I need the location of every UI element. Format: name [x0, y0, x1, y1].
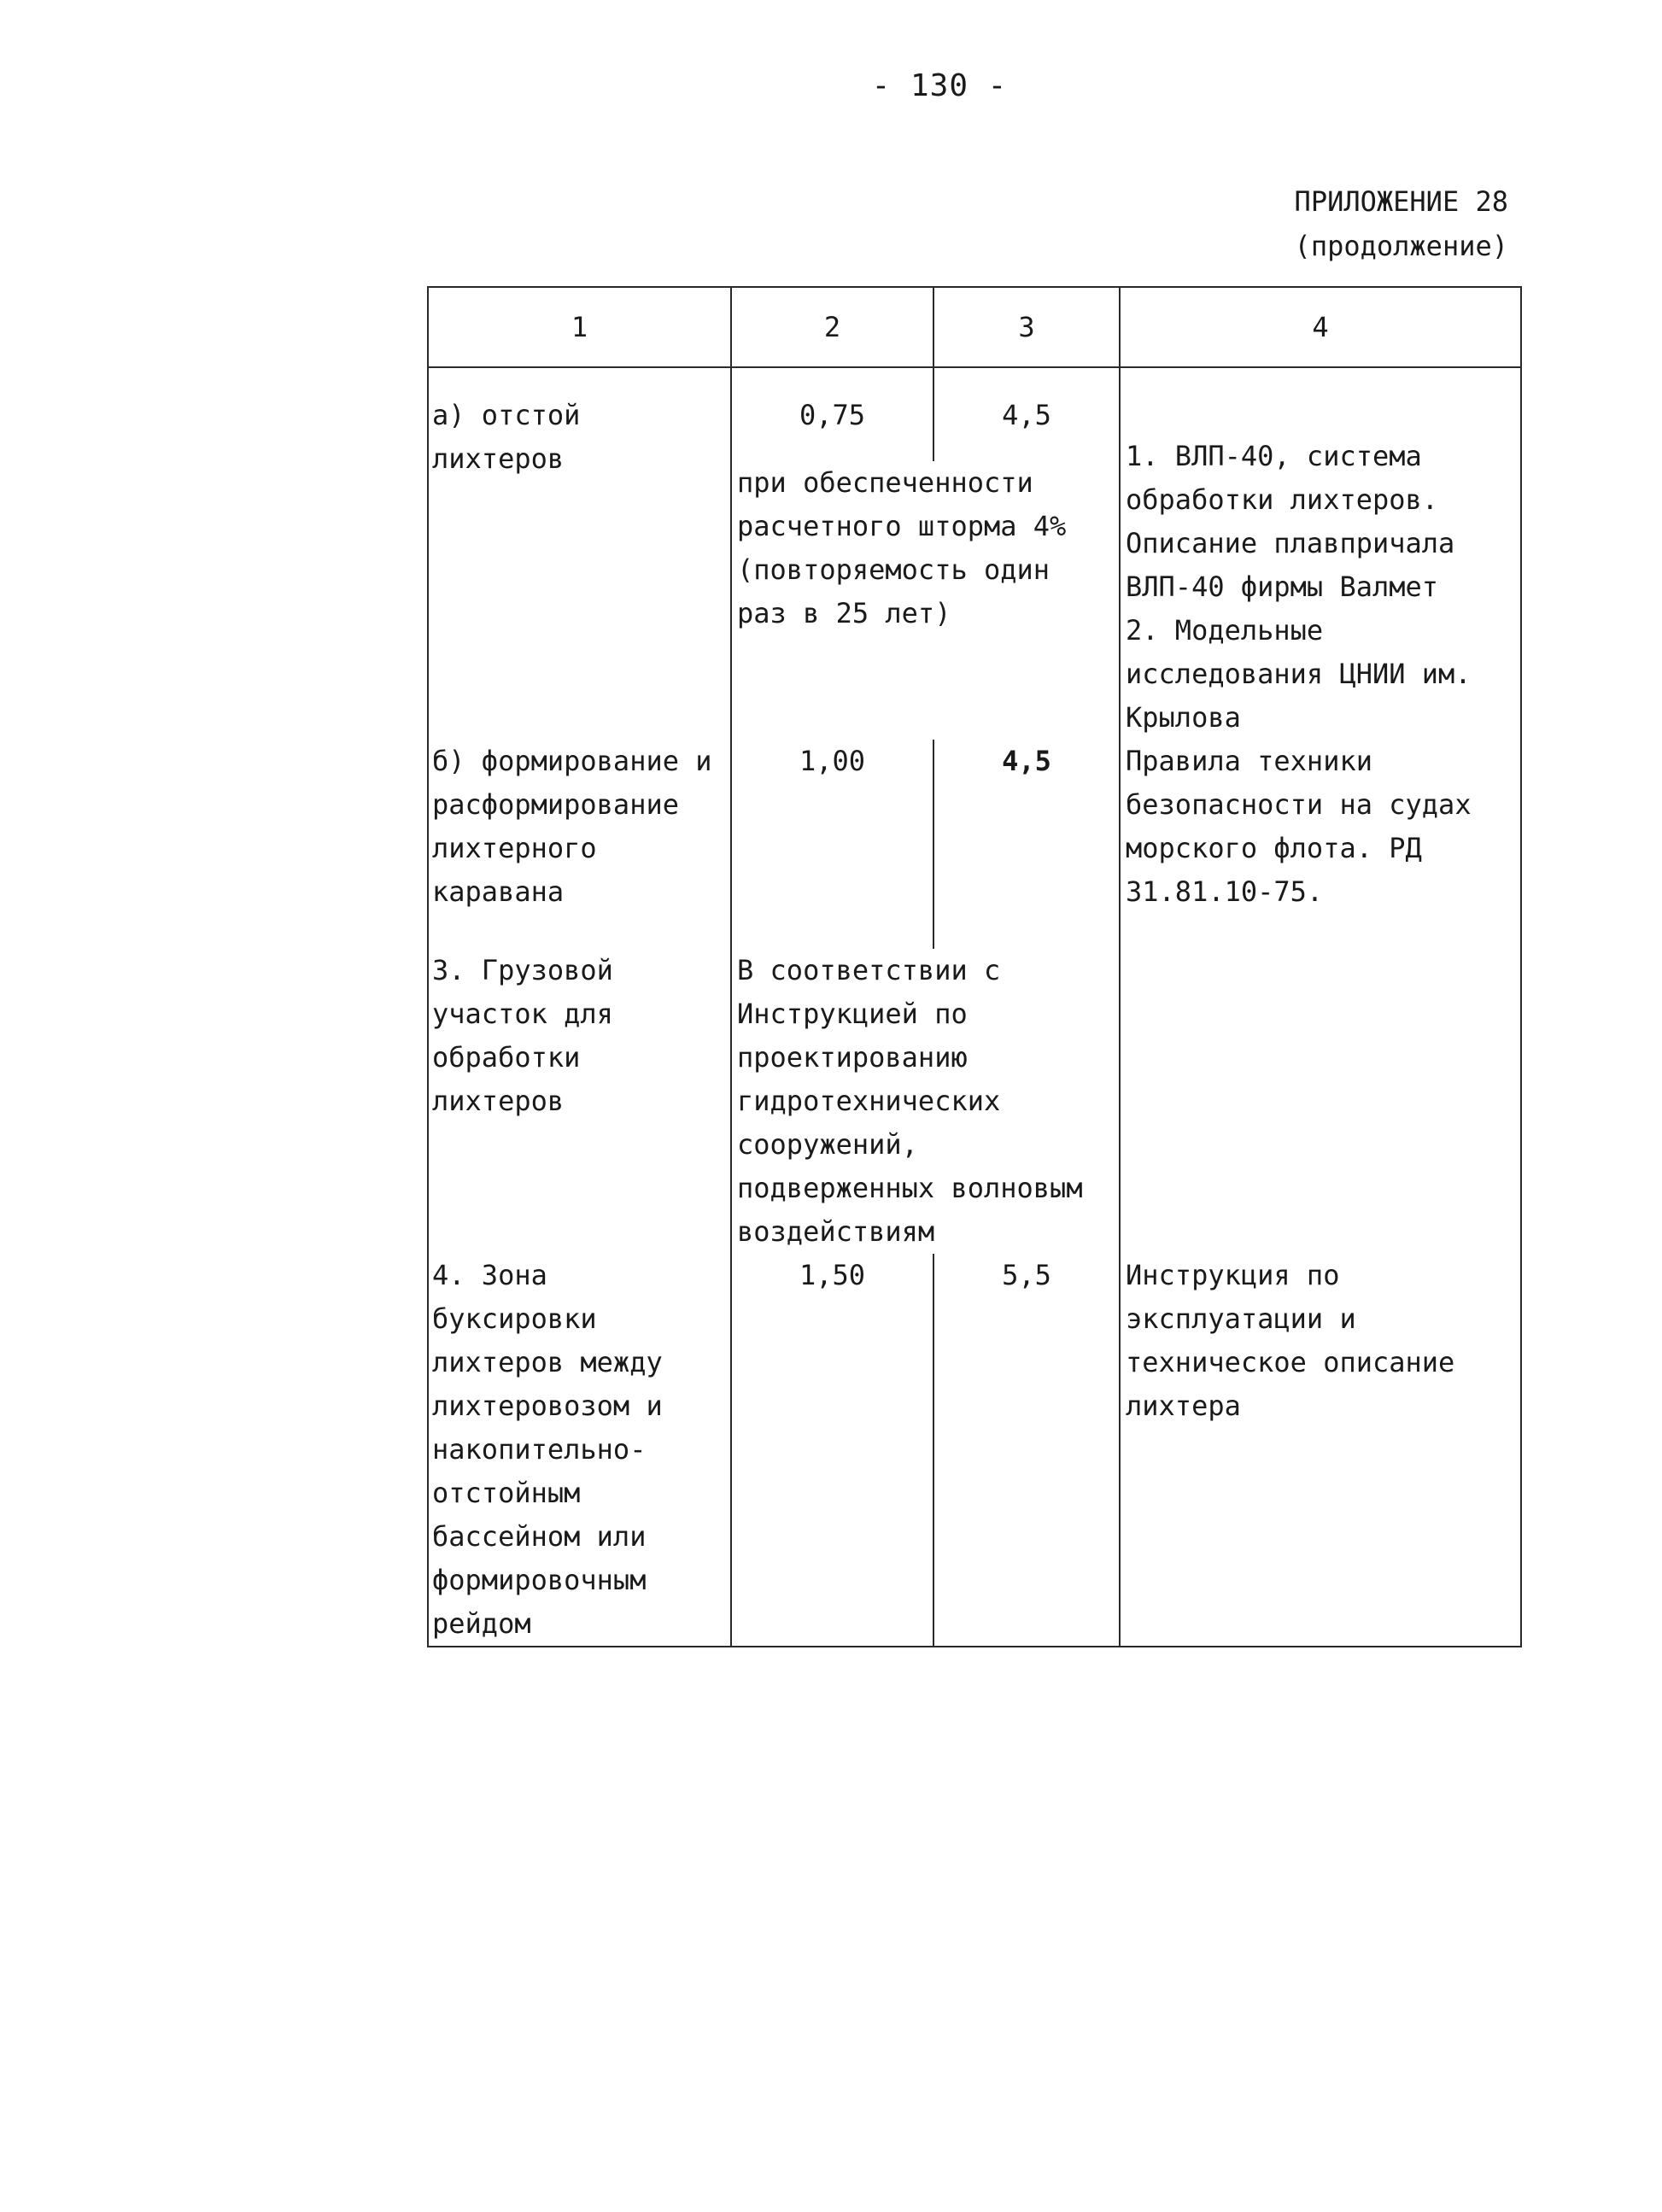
table-cell-reference: Инструкция по эксплуатации и техническое описание лихтера	[1120, 1254, 1521, 1647]
table-cell-value: 4,5	[933, 367, 1120, 461]
appendix-heading	[1295, 179, 1508, 268]
table-row	[428, 367, 1521, 461]
column-header: 2	[731, 287, 933, 367]
page-number: - 130 -	[871, 68, 1008, 103]
table-cell-value: 1,00	[731, 740, 933, 949]
table-cell-item: 4. Зона буксировки лихтеров между лихтеровозом и накопительно-отстойным бассейном или формировочным рейдом	[428, 1254, 731, 1647]
table-cell-item: б) формирование и расформирование лихтерного каравана	[428, 740, 731, 949]
table-row	[428, 740, 1521, 949]
data-table	[427, 286, 1522, 1647]
table-cell-item: 3. Грузовой участок для обработки лихтеров	[428, 949, 731, 1254]
table-cell-value: 5,5	[933, 1254, 1120, 1647]
table-row	[428, 1254, 1521, 1647]
column-header: 1	[428, 287, 731, 367]
table-cell-value: 4,5	[933, 740, 1120, 949]
table-cell-reference: 1. ВЛП-40, система обработки лихтеров. Описание плавпричала ВЛП-40 фирмы Валмет 2. Модельные исследования ЦНИИ им. Крылова	[1120, 367, 1521, 740]
table-cell-value: 0,75	[731, 367, 933, 461]
table-cell-note: В соответствии с Инструкцией по проектированию гидротехнических сооружений, подверженных волновым воздействиям	[731, 949, 1120, 1254]
table-cell-reference: Правила техники безопасности на судах морского флота. РД 31.81.10-75.	[1120, 740, 1521, 949]
table-cell-note: при обеспеченности расчетного шторма 4% (повторяемость один раз в 25 лет)	[731, 461, 1120, 740]
column-header: 4	[1120, 287, 1521, 367]
appendix-subtitle: (продолжение)	[1294, 230, 1508, 262]
table-header-row	[428, 287, 1521, 367]
appendix-title: ПРИЛОЖЕНИЕ 28	[1294, 185, 1508, 218]
table-cell-reference	[1120, 949, 1521, 1254]
table-cell-value: 1,50	[731, 1254, 933, 1647]
table-cell-item: а) отстой лихтеров	[428, 367, 731, 740]
column-header: 3	[933, 287, 1120, 367]
table-row	[428, 949, 1521, 1254]
